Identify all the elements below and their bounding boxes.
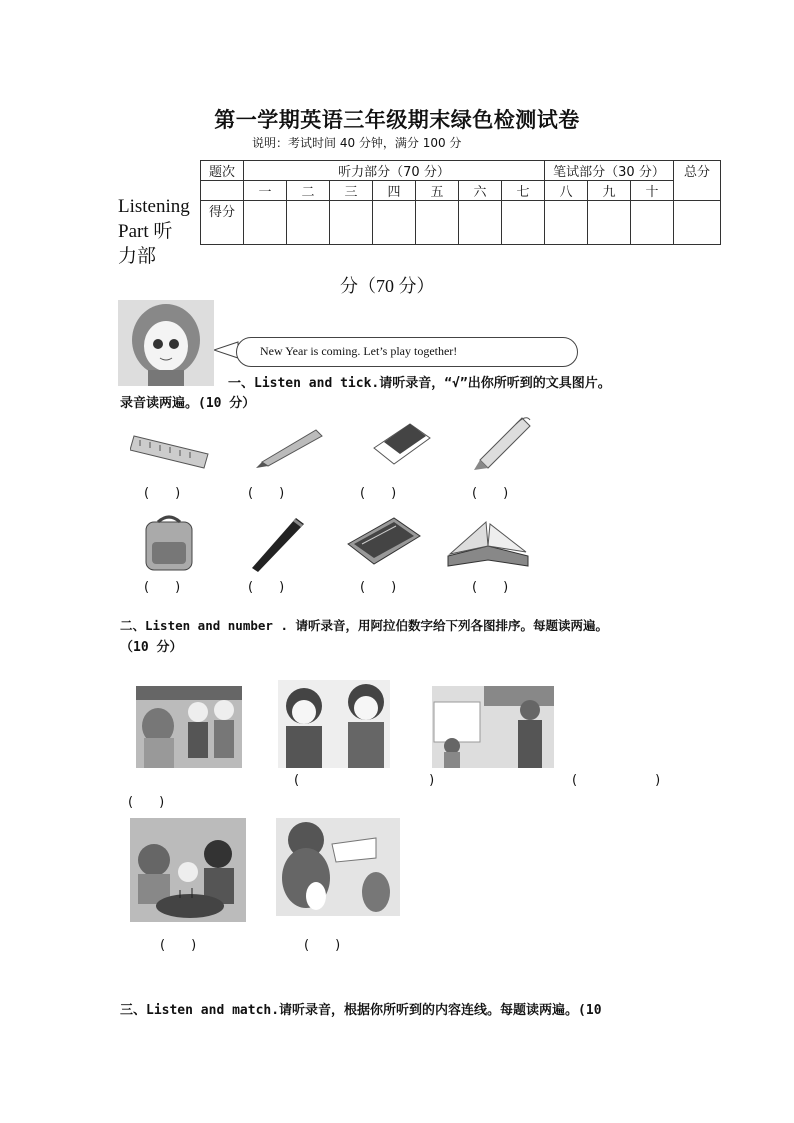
written-header: 笔试部分（30 分） xyxy=(545,161,674,181)
score-cell[interactable] xyxy=(674,201,721,245)
page-subtitle: 说明：考试时间 40 分钟，满分 100 分 xyxy=(252,136,462,150)
answer-blank[interactable]: ( ) xyxy=(294,773,435,788)
score-cell[interactable] xyxy=(244,201,287,245)
score-cell[interactable] xyxy=(373,201,416,245)
answer-blank[interactable]: ( ) xyxy=(128,795,165,810)
schoolbag-icon xyxy=(138,512,200,572)
listening-header: 听力部分（70 分） xyxy=(244,161,545,181)
answer-blank[interactable]: ( ) xyxy=(360,486,397,501)
answer-blank[interactable]: ( ) xyxy=(472,580,509,595)
section-number: 七 xyxy=(502,181,545,201)
pencil-icon xyxy=(254,424,326,468)
answer-blank[interactable]: ( ) xyxy=(360,580,397,595)
crayon-icon xyxy=(470,410,534,472)
ruler-icon xyxy=(130,424,210,470)
score-cell[interactable] xyxy=(631,201,674,245)
speech-bubble-text: New Year is coming. Let’s play together! xyxy=(260,344,458,358)
listening-part-score: 分（70 分） xyxy=(340,276,435,296)
answer-blank[interactable]: ( ) xyxy=(144,580,181,595)
section-number: 三 xyxy=(330,181,373,201)
kitchen-scene-picture xyxy=(432,686,554,768)
pen-icon xyxy=(246,512,308,574)
answer-blank[interactable]: ( ) xyxy=(304,938,341,953)
section-number: 八 xyxy=(545,181,588,201)
score-table-header: 题次 xyxy=(201,161,244,181)
section-number: 四 xyxy=(373,181,416,201)
section1-instruction: 一、Listen and tick.请听录音，“√”出你所听到的文具图片。 xyxy=(228,376,611,391)
total-header: 总分 xyxy=(674,161,721,201)
score-table xyxy=(200,160,721,245)
pencil-box-icon xyxy=(344,508,422,570)
score-cell[interactable] xyxy=(502,201,545,245)
listening-part-heading: Listening Part 听力部 xyxy=(118,196,190,267)
section2-instruction: 二、Listen and number . 请听录音，用阿拉伯数字给下列各图排序。每题读两遍。 xyxy=(120,618,609,633)
two-boys-picture xyxy=(278,680,390,768)
score-cell[interactable] xyxy=(416,201,459,245)
section-number: 六 xyxy=(459,181,502,201)
score-label: 得分 xyxy=(201,201,244,245)
section-number: 十 xyxy=(631,181,674,201)
score-cell[interactable] xyxy=(330,201,373,245)
answer-blank[interactable]: ( ) xyxy=(472,486,509,501)
section3-instruction: 三、Listen and match.请听录音，根据你所听到的内容连线。每题读两遍。(10 xyxy=(120,1003,602,1018)
answer-blank[interactable]: ( ) xyxy=(248,580,285,595)
empty-cell xyxy=(201,181,244,201)
score-cell[interactable] xyxy=(545,201,588,245)
answer-blank[interactable]: ( ) xyxy=(144,486,181,501)
section-number: 五 xyxy=(416,181,459,201)
score-cell[interactable] xyxy=(459,201,502,245)
girl-avatar-icon xyxy=(118,300,214,386)
score-cell[interactable] xyxy=(588,201,631,245)
book-icon xyxy=(446,516,530,572)
eraser-icon xyxy=(370,418,432,470)
score-cell[interactable] xyxy=(287,201,330,245)
answer-blank[interactable]: ( ) xyxy=(248,486,285,501)
section1-instruction-cont: 录音读两遍。(10 分） xyxy=(120,396,256,411)
birthday-party-picture xyxy=(130,818,246,922)
section-number: 二 xyxy=(287,181,330,201)
section2-instruction-cont: （10 分） xyxy=(120,640,183,655)
greeting-scene-picture xyxy=(136,686,242,768)
answer-blank[interactable]: ( ) xyxy=(572,773,661,788)
page-title: 第一学期英语三年级期末绿色检测试卷 xyxy=(214,108,580,132)
section-number: 九 xyxy=(588,181,631,201)
answer-blank[interactable]: ( ) xyxy=(160,938,197,953)
animals-picture xyxy=(276,818,400,916)
section-number: 一 xyxy=(244,181,287,201)
